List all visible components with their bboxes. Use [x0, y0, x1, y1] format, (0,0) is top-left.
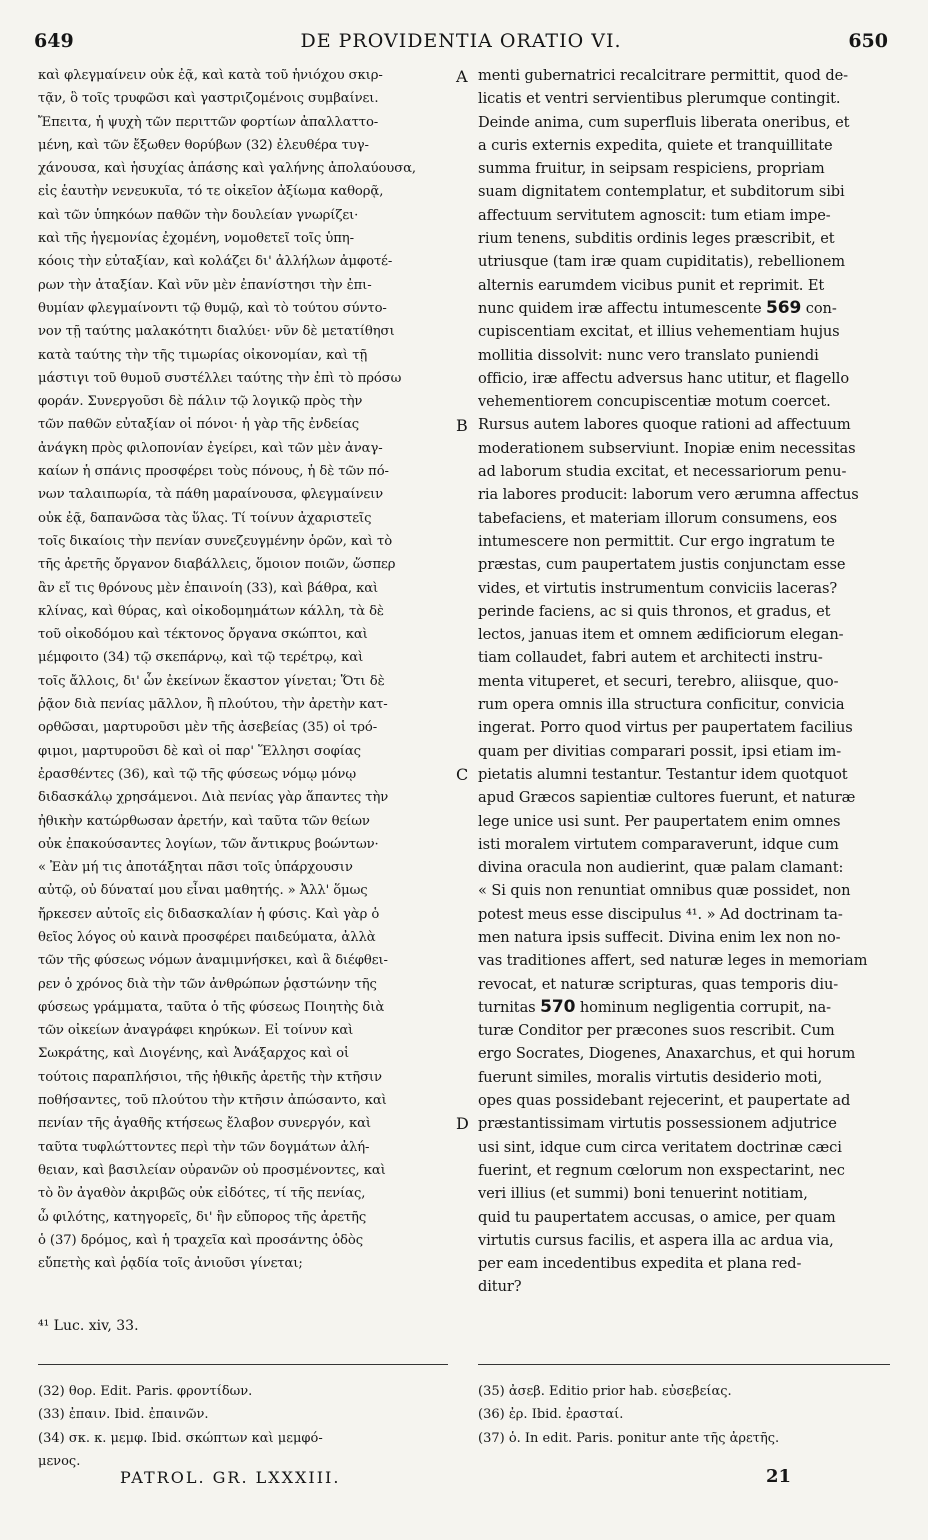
latin-text-line: ditur?	[478, 1278, 522, 1296]
latin-text-line: « Si quis non renuntiat omnibus quæ possidet, non	[478, 882, 851, 900]
latin-text-line: turæ Conditor per præcones suos rescribit. Cum	[478, 1022, 835, 1040]
greek-text-line: ποθήσαντες, τοῦ πλούτου τὴν κτῆσιν ἀπώσαντο, καὶ	[38, 1093, 387, 1109]
greek-text-line: ἤρκεσεν αὐτοῖς εἰς διδασκαλίαν ἡ φύσις. Καὶ γὰρ ὁ	[38, 906, 380, 922]
column-page-number: 570	[540, 996, 576, 1017]
greek-text-line: ορθῶσαι, μαρτυροῦσι μὲν τῆς ἀσεβείας (35) οἱ τρό-	[38, 720, 378, 736]
greek-text-line: τῆς ἀρετῆς ὄργανον διαβάλλεις, ὅμοιον ποιῶν, ὥσπερ	[38, 557, 396, 573]
greek-text-line: νων ταλαιπωρία, τὰ πάθη μαραίνουσα, φλεγμαίνειν	[38, 487, 384, 503]
latin-text-line: perinde faciens, ac si quis thronos, et gradus, et	[478, 602, 831, 620]
greek-text-line: ρων τὴν ἀταξίαν. Καὶ νῦν μὲν ἐπανίστησι τὴν ἐπι-	[38, 277, 372, 293]
latin-text-line: potest meus esse discipulus ⁴¹. » Ad doctrinam ta-	[478, 905, 843, 923]
greek-text-line: διδασκάλῳ χρησάμενοι. Διὰ πενίας γὰρ ἅπαντες τὴν	[38, 790, 389, 806]
greek-text-line: Ἔπειτα, ἡ ψυχὴ τῶν περιττῶν φορτίων ἀπαλλαττο-	[38, 114, 379, 130]
footer-signature: PATROL. GR. LXXXIII.	[120, 1468, 341, 1487]
greek-text-line: θειαν, καὶ βασιλείαν οὐρανῶν οὐ προσμένοντες, καὶ	[38, 1162, 386, 1178]
latin-text-line: menti gubernatrici recalcitrare permittit, quod de-	[478, 67, 848, 84]
greek-text-line: τὸ ὂν ἀγαθὸν ἀκριβῶς οὐκ εἰδότες, τί τῆς πενίας,	[38, 1186, 366, 1202]
latin-text-line: præstas, cum paupertatem justis conjunctam esse	[478, 556, 846, 574]
latin-text-line: quid tu paupertatem accusas, o amice, per quam	[478, 1208, 836, 1226]
greek-text-line: πενίαν τῆς ἀγαθῆς κτήσεως ἔλαβον συνεργόν, καὶ	[38, 1116, 371, 1132]
section-marker-d: D	[456, 1114, 469, 1133]
latin-text-line: mollitia dissolvit: nunc vero translato puniendi	[478, 346, 819, 364]
greek-text-line: φύσεως γράμματα, ταῦτα ὁ τῆς φύσεως Ποιητὴς διὰ	[38, 999, 385, 1015]
scripture-footnote: ⁴¹ Luc. xiv, 33.	[38, 1318, 139, 1334]
latin-text-line: veri illius (et summi) boni tenuerint notitiam,	[478, 1185, 808, 1203]
latin-text-line: ingerat. Porro quod virtus per paupertatem facilius	[478, 719, 853, 737]
latin-text-line: ria labores producit: laborum vero ærumna affectus	[478, 486, 859, 504]
greek-text-line: ταῦτα τυφλώττοντες περὶ τὴν τῶν δογμάτων ἀλή-	[38, 1139, 370, 1155]
greek-text-line: εἰς ἑαυτὴν νενευκυῖα, τό τε οἰκεῖον ἀξίωμα καθορᾷ,	[38, 184, 384, 200]
critical-note: (37) ὁ. In edit. Paris. ponitur ante τῆς ἀρετῆς.	[478, 1430, 780, 1446]
latin-text-line: divina oracula non audierint, quæ palam clamant:	[478, 859, 844, 877]
critical-note: (32) θορ. Edit. Paris. φροντίδων.	[38, 1384, 253, 1399]
column-page-number: 569	[766, 297, 802, 318]
greek-text-line: οὐκ ἐᾷ, δαπανῶσα τὰς ὕλας. Τί τοίνυν ἀχαριστεῖς	[38, 510, 372, 526]
latin-text-line: lege unice usi sunt. Per paupertatem enim omnes	[478, 812, 841, 830]
greek-text-line: μέμφοιτο (34) τῷ σκεπάρνῳ, καὶ τῷ τερέτρῳ, καὶ	[38, 650, 364, 666]
greek-text-line: τούτοις παραπλήσιοι, τῆς ἠθικῆς ἀρετῆς τὴν κτῆσιν	[38, 1069, 382, 1085]
greek-text-line: ρεν ὁ χρόνος διὰ τὴν τῶν ἀνθρώπων ῥᾳστώνην τῆς	[38, 976, 377, 992]
latin-text-line: ad laborum studia excitat, et necessariorum penu-	[478, 463, 847, 481]
latin-text-line: suam dignitatem contemplatur, et subditorum sibi	[478, 183, 845, 201]
latin-text-line: intumescere non permittit. Cur ergo ingratum te	[478, 532, 835, 550]
latin-text-line: vas traditiones affert, sed naturæ leges in memoriam	[478, 952, 868, 970]
greek-text-line: ῥᾷον διὰ πενίας μᾶλλον, ἢ πλούτου, τὴν ἀρετὴν κατ-	[38, 697, 388, 713]
latin-text-line: utriusque (tam iræ quam cupiditatis), rebellionem	[478, 253, 845, 271]
greek-text-line: καίων ἡ σπάνις προσφέρει τοὺς πόνους, ἡ δὲ τῶν πό-	[38, 464, 389, 480]
greek-text-line: ὁ (37) δρόμος, καὶ ἡ τραχεῖα καὶ προσάντης ὁδὸς	[38, 1232, 364, 1248]
greek-text-line: αὐτῷ, οὐ δύναταί μου εἶναι μαθητής. » Ἀλλ' ὅμως	[38, 883, 368, 899]
latin-text-line: apud Græcos sapientiæ cultores fuerunt, et naturæ	[478, 789, 856, 807]
latin-text-line: virtutis cursus facilis, et aspera illa ac ardua via,	[478, 1231, 834, 1249]
latin-text-line: menta vituperet, et securi, terebro, aliisque, quo-	[478, 672, 839, 690]
greek-text-line: « Ἐὰν μή τις ἀποτάξηται πᾶσι τοῖς ὑπάρχουσιν	[38, 860, 353, 876]
greek-text-line: κλίνας, καὶ θύρας, καὶ οἰκοδομημάτων κάλλη, τὰ δὲ	[38, 603, 384, 619]
greek-text-line: Σωκράτης, καὶ Διογένης, καὶ Ἀνάξαρχος καὶ οἱ	[38, 1046, 350, 1062]
greek-text-line: ὦ φιλότης, κατηγορεῖς, δι' ἣν εὔπορος τῆς ἀρετῆς	[38, 1209, 367, 1225]
page-number-left: 649	[34, 30, 74, 52]
greek-text-line: κατὰ ταύτης τὴν τῆς τιμωρίας οἰκονομίαν, καὶ τῇ	[38, 347, 368, 363]
greek-text-line: μένη, καὶ τῶν ἔξωθεν θορύβων (32) ἐλευθέρα τυγ-	[38, 137, 369, 153]
latin-text-line: rum opera omnis illa structura conficitur, convicia	[478, 696, 845, 714]
latin-text-line: vehementiorem concupiscentiæ motum coercet.	[478, 393, 831, 411]
latin-text-line: opes quas possidebant rejecerint, et paupertate ad	[478, 1092, 851, 1110]
greek-text-line: τοῖς δικαίοις τὴν πενίαν συνεζευγμένην ὁρῶν, καὶ τὸ	[38, 533, 393, 549]
greek-text-line: τῶν τῆς φύσεως νόμων ἀναμιμνήσκει, καὶ ἃ διέφθει-	[38, 953, 388, 969]
notes-rule-left	[38, 1364, 448, 1365]
greek-text-line: κόοις τὴν εὐταξίαν, καὶ κολάζει δι' ἀλλήλων ἀμφοτέ-	[38, 254, 393, 270]
latin-text-line: rium tenens, subditis ordinis leges præscribit, et	[478, 230, 835, 248]
latin-text-line: alternis earumdem vicibus punit et reprimit. Et	[478, 276, 825, 294]
greek-text-line: τῶν οἰκείων ἀναγράφει κηρύκων. Εἰ τοίνυν καὶ	[38, 1023, 354, 1039]
critical-note: (36) ἐρ. Ibid. ἐρασταί.	[478, 1407, 624, 1423]
page-number-right: 650	[848, 30, 888, 52]
critical-notes-right	[478, 1380, 890, 1450]
greek-text-line: φοράν. Συνεργοῦσι δὲ πάλιν τῷ λογικῷ πρὸς τὴν	[38, 394, 363, 410]
latin-text-column	[478, 64, 890, 1299]
critical-note: (33) ἐπαιν. Ibid. ἐπαινῶν.	[38, 1407, 209, 1423]
latin-text-line: lectos, januas item et omnem ædificiorum elegan-	[478, 626, 844, 644]
latin-text-line: Deinde anima, cum superfluis liberata oneribus, et	[478, 113, 850, 131]
latin-text-line: summa fruitur, in seipsam respiciens, propriam	[478, 160, 825, 178]
latin-text-line: revocat, et naturæ scripturas, quas temporis diu-	[478, 975, 839, 993]
critical-note: (35) ἀσεβ. Editio prior hab. εὐσεβείας.	[478, 1384, 732, 1399]
latin-text-line: tabefaciens, et materiam illorum consumens, eos	[478, 509, 838, 527]
latin-text-line: cupiscentiam excitat, et illius vehementiam hujus	[478, 323, 840, 341]
section-marker-c: C	[456, 765, 469, 784]
greek-text-line: φιμοι, μαρτυροῦσι δὲ καὶ οἱ παρ' Ἕλλησι σοφίας	[38, 743, 361, 759]
latin-text-line: tiam collaudet, fabri autem et architecti instru-	[478, 649, 823, 667]
latin-text-line: Rursus autem labores quoque rationi ad affectuum	[478, 416, 851, 434]
section-marker-a: A	[456, 67, 468, 86]
latin-text-line: turnitas 570 hominum negligentia corrupit, na-	[478, 996, 831, 1017]
latin-text-line: isti moralem virtutem comparaverunt, idque cum	[478, 835, 839, 853]
latin-text-line: licatis et ventri servientibus plerumque contingit.	[478, 90, 841, 108]
latin-text-line: a curis externis expedita, quiete et tranquillitate	[478, 136, 833, 154]
latin-text-line: per eam incedentibus expedita et plana red-	[478, 1255, 802, 1273]
greek-text-line: εὔπετὴς καὶ ῥᾳδία τοῖς ἀνιοῦσι γίνεται;	[38, 1256, 303, 1272]
latin-text-line: affectuum servitutem agnoscit: tum etiam impe-	[478, 206, 831, 224]
greek-text-line: τῶν παθῶν εὐταξίαν οἱ πόνοι· ἡ γὰρ τῆς ἐνδείας	[38, 417, 360, 433]
greek-text-line: ἠθικὴν κατώρθωσαν ἀρετήν, καὶ ταῦτα τῶν θείων	[38, 813, 370, 829]
greek-text-line: ἐρασθέντες (36), καὶ τῷ τῆς φύσεως νόμῳ μόνῳ	[38, 766, 356, 782]
latin-text-line: vides, et virtutis instrumentum conviciis laceras?	[478, 579, 838, 597]
greek-text-line: θεῖος λόγος οὐ καινὰ προσφέρει παιδεύματα, ἀλλὰ	[38, 929, 376, 945]
greek-text-column	[38, 64, 448, 1275]
greek-text-line: τοῦ οἰκοδόμου καὶ τέκτονος ὄργανα σκώπτοι, καὶ	[38, 627, 368, 643]
greek-text-line: ἀνάγκη πρὸς φιλοπονίαν ἐγείρει, καὶ τῶν μὲν ἀναγ-	[38, 440, 383, 456]
greek-text-line: θυμίαν φλεγμαίνοντι τῷ θυμῷ, καὶ τὸ τούτου σύντο-	[38, 300, 387, 316]
greek-text-line: οὐκ ἐπακούσαντες λογίων, τῶν ἄντικρυς βοώντων·	[38, 836, 379, 852]
critical-note: μενος.	[38, 1453, 81, 1469]
latin-text-line: fuerint, et regnum cœlorum non exspectarint, nec	[478, 1161, 845, 1179]
greek-text-line: χάνουσα, καὶ ἡσυχίας ἁπάσης καὶ γαλήνης ἀπολαύουσα,	[38, 161, 416, 177]
latin-text-line: ergo Socrates, Diogenes, Anaxarchus, et qui horum	[478, 1045, 856, 1063]
latin-text-line: fuerunt similes, moralis virtutis desiderio moti,	[478, 1068, 823, 1086]
running-title: DE PROVIDENTIA ORATIO VI.	[300, 30, 622, 52]
latin-text-line: quam per divitias comparari possit, ipsi etiam im-	[478, 742, 842, 760]
critical-notes-left	[38, 1380, 448, 1473]
latin-text-line: officio, iræ affectu adversus hanc utitur, et flagello	[478, 369, 850, 387]
greek-text-line: τοῖς ἄλλοις, δι' ὧν ἐκείνων ἕκαστον γίνεται; Ὅτι δὲ	[38, 673, 385, 689]
latin-text-line: usi sint, idque cum circa veritatem doctrinæ cæci	[478, 1138, 842, 1156]
latin-text-line: men natura ipsis suffecit. Divina enim lex non no-	[478, 928, 841, 946]
critical-note: (34) σκ. κ. μεμφ. Ibid. σκώπτων καὶ μεμφό-	[38, 1430, 323, 1446]
latin-text-line: pietatis alumni testantur. Testantur idem quotquot	[478, 765, 848, 783]
latin-text-line: præstantissimam virtutis possessionem adjutrice	[478, 1115, 837, 1133]
greek-text-line: καὶ τῶν ὑπηκόων παθῶν τὴν δουλείαν γνωρίζει·	[38, 207, 359, 223]
footer-sheet-number: 21	[766, 1466, 792, 1487]
latin-text-line: moderationem subserviunt. Inopiæ enim necessitas	[478, 439, 856, 457]
greek-text-line: μάστιγι τοῦ θυμοῦ συστέλλει ταύτης τὴν ἐπὶ τὸ πρόσω	[38, 370, 402, 386]
greek-text-line: καὶ τῆς ἡγεμονίας ἐχομένη, νομοθετεῖ τοῖς ὑπη-	[38, 231, 354, 247]
section-marker-b: B	[456, 416, 468, 435]
greek-text-line: τᾷν, ὃ τοῖς τρυφῶσι καὶ γαστριζομένοις συμβαίνει.	[38, 91, 379, 107]
greek-text-line: καὶ φλεγμαίνειν οὐκ ἐᾷ, καὶ κατὰ τοῦ ἡνιόχου σκιρ-	[38, 68, 383, 83]
greek-text-line: νον τῇ ταύτης μαλακότητι διαλύει· νῦν δὲ μετατίθησι	[38, 324, 395, 340]
notes-rule-right	[478, 1364, 890, 1365]
greek-text-line: ἂν εἴ τις θρόνους μὲν ἐπαινοίη (33), καὶ βάθρα, καὶ	[38, 580, 379, 596]
running-header	[34, 30, 888, 60]
latin-text-line: nunc quidem iræ affectu intumescente 569 con-	[478, 297, 837, 318]
